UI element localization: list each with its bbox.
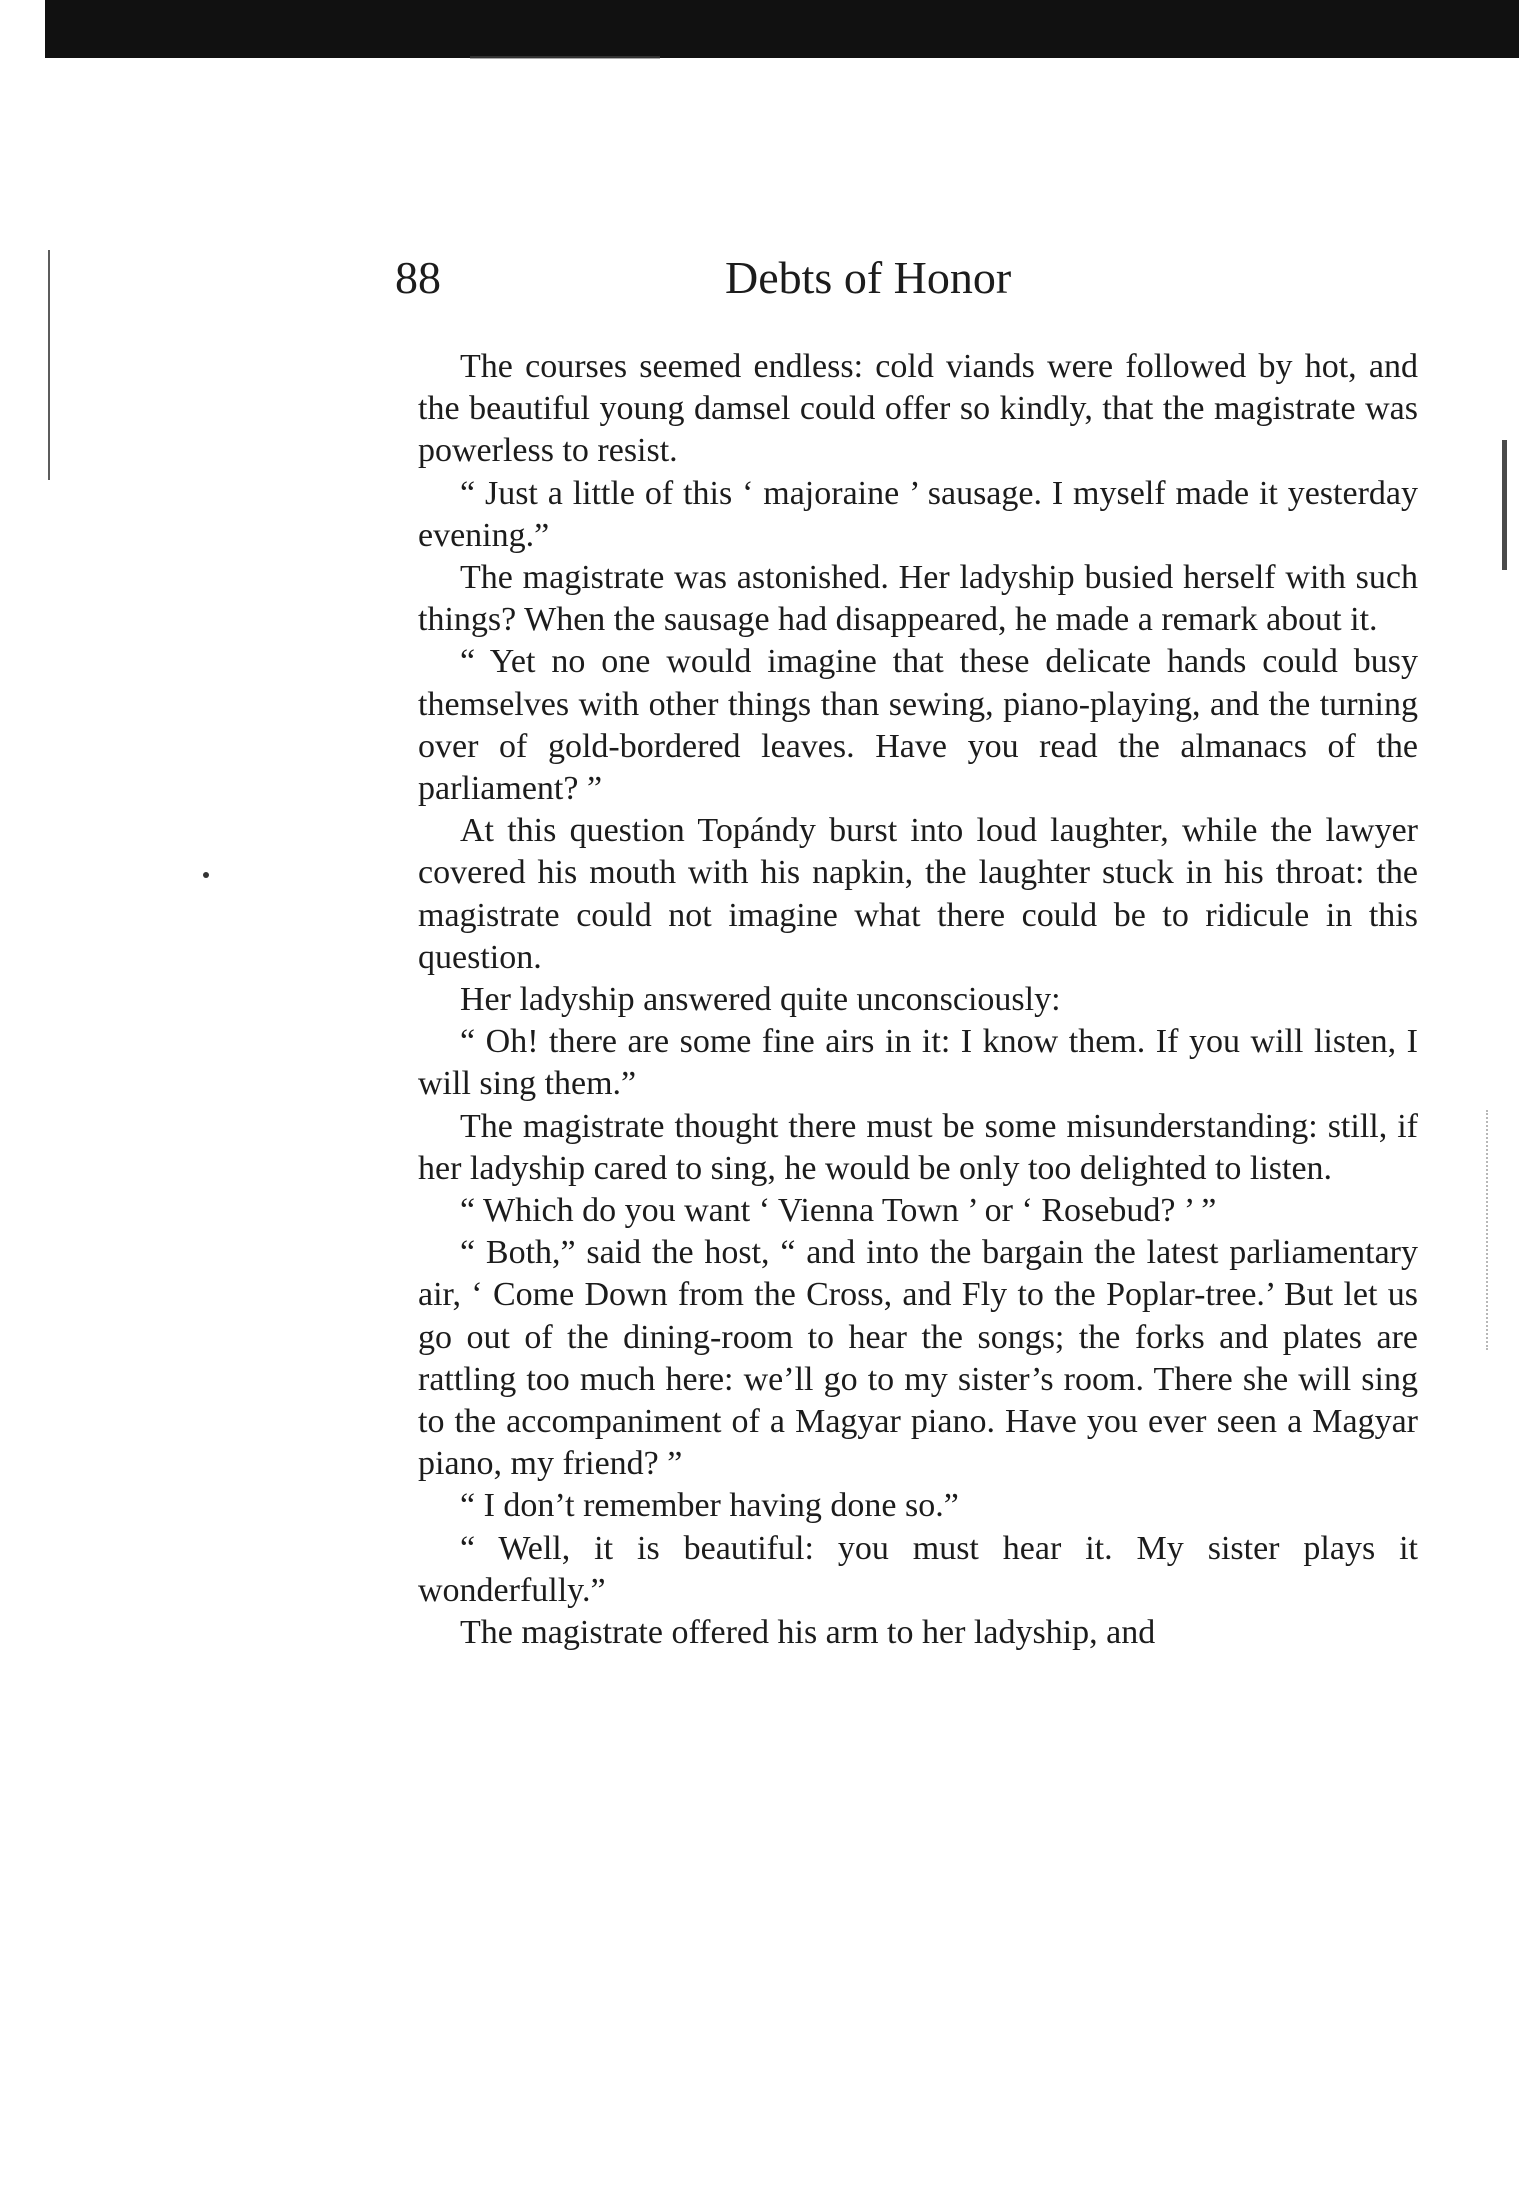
paragraph: “ Well, it is beautiful: you must hear it. My sister plays it wonderfully.”: [418, 1529, 1418, 1609]
paragraph: The courses seemed endless: cold viands were followed by hot, and the beautiful young damsel could offer so kindly, that the magistrate was powerless to resist.: [418, 348, 1418, 470]
paragraph: Her ladyship answered quite unconsciously:: [460, 981, 1061, 1019]
paragraph: “ Just a little of this ‘ majoraine ’ sausage. I myself made it yesterday evening.”: [418, 474, 1418, 554]
running-head: [395, 248, 1425, 308]
paragraph: “ Yet no one would imagine that these delicate hands could busy themselves with other things than sewing, piano-playing, and the turning over of gold-bordered leaves. Have you read the almanacs of the parliament? ”: [418, 643, 1418, 808]
paragraph: The magistrate was astonished. Her ladyship busied herself with such things? When the sausage had disappeared, he made a remark about it.: [418, 559, 1418, 639]
page-number: 88: [395, 252, 441, 303]
paragraph: “ Both,” said the host, “ and into the bargain the latest parliamentary air, ‘ Come Down from the Cross, and Fly to the Poplar-tree.’ But let us go out of the dining-room to hear the songs; the forks and plates are rattling too much here: we’ll go to my sister’s room. There she will sing to the accompaniment of a Magyar piano. Have you ever seen a Magyar piano, my friend? ”: [418, 1234, 1418, 1483]
scan-border-top: [45, 0, 1519, 58]
paragraph: “ Which do you want ‘ Vienna Town ’ or ‘ Rosebud? ’ ”: [460, 1192, 1217, 1230]
scan-dots-right: [1486, 1110, 1490, 1350]
paragraph: At this question Topándy burst into loud laughter, while the lawyer covered his mouth with his napkin, the laughter stuck in his throat: the magistrate could not imagine what there could be to ridicule in this question.: [418, 812, 1418, 976]
page-title: Debts of Honor: [725, 252, 1012, 303]
scan-mark-left: [48, 250, 50, 480]
scan-border-fray: [470, 56, 660, 59]
paragraph: “ I don’t remember having done so.”: [460, 1487, 959, 1525]
scan-mark-right: [1502, 440, 1507, 570]
paragraph: “ Oh! there are some fine airs in it: I know them. If you will listen, I will sing them.”: [418, 1023, 1418, 1103]
scan-dot: [203, 872, 209, 878]
body-text: [418, 346, 1418, 1654]
paragraph: The magistrate thought there must be some misunderstanding: still, if her ladyship cared to sing, he would be only too delighted to listen.: [418, 1107, 1418, 1187]
paragraph: The magistrate offered his arm to her ladyship, and: [460, 1614, 1156, 1652]
